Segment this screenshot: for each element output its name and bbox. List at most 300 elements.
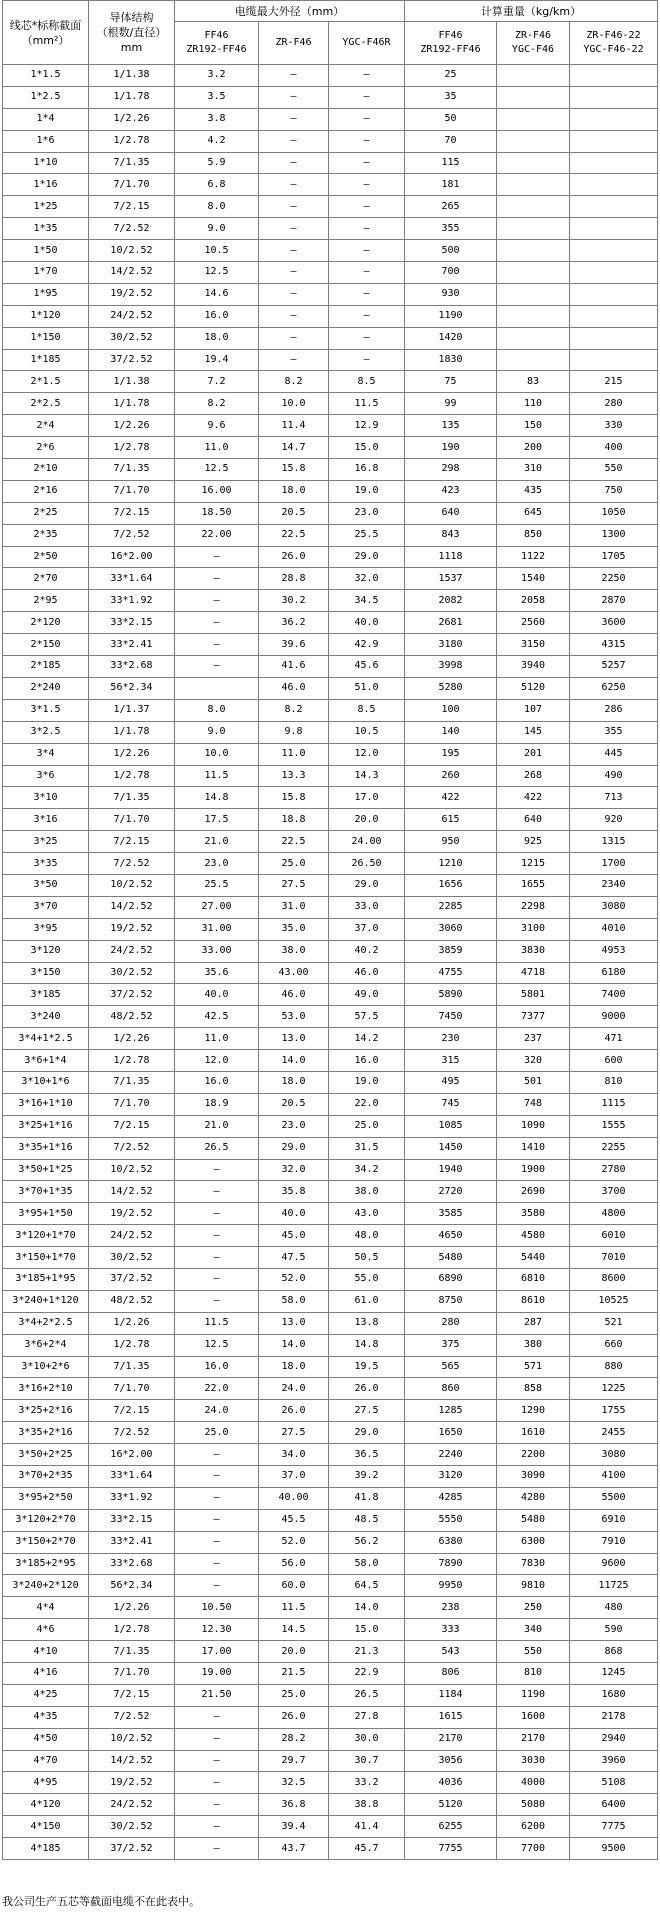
table-cell: 2*185 (3, 656, 89, 678)
table-cell: 1900 (497, 1159, 570, 1181)
table-cell: 400 (570, 437, 658, 459)
table-cell: 1830 (405, 349, 497, 371)
table-cell: 8.0 (175, 699, 259, 721)
table-cell: 43.00 (259, 962, 329, 984)
table-cell: 32.0 (329, 568, 405, 590)
table-cell: 33*2.68 (89, 1553, 175, 1575)
table-cell: 2*4 (3, 415, 89, 437)
table-cell: 2*2.5 (3, 393, 89, 415)
table-cell: 30.7 (329, 1750, 405, 1772)
table-cell: 298 (405, 459, 497, 481)
table-row (3, 130, 658, 152)
table-cell: 135 (405, 415, 497, 437)
table-cell: – (259, 86, 329, 108)
table-cell: 2*95 (3, 590, 89, 612)
header-spec-cell (3, 1, 89, 65)
table-cell: 6010 (570, 1225, 658, 1247)
table-cell: 58.0 (329, 1553, 405, 1575)
table-cell: 7010 (570, 1247, 658, 1269)
table-cell: 16.8 (329, 459, 405, 481)
table-cell: 1650 (405, 1422, 497, 1444)
table-cell: 1540 (497, 568, 570, 590)
table-cell: 20.5 (259, 1093, 329, 1115)
table-cell: 7/1.35 (89, 787, 175, 809)
table-cell: 7830 (497, 1553, 570, 1575)
table-cell: 24.00 (329, 831, 405, 853)
table-cell: 1190 (405, 305, 497, 327)
table-cell: 2178 (570, 1706, 658, 1728)
table-cell: 2200 (497, 1444, 570, 1466)
table-cell: 99 (405, 393, 497, 415)
table-cell: 3859 (405, 940, 497, 962)
table-cell: 55.0 (329, 1268, 405, 1290)
table-cell: 3960 (570, 1750, 658, 1772)
table-cell: 3*70 (3, 896, 89, 918)
table-cell (497, 218, 570, 240)
table-cell: 20.0 (329, 809, 405, 831)
table-row (3, 65, 658, 87)
table-cell: 19.00 (175, 1663, 259, 1685)
table-cell: 3*120+2*70 (3, 1509, 89, 1531)
table-cell: 1315 (570, 831, 658, 853)
table-cell: 7/2.52 (89, 1422, 175, 1444)
table-cell: 7/2.52 (89, 853, 175, 875)
table-cell: 24/2.52 (89, 1794, 175, 1816)
table-cell: 2870 (570, 590, 658, 612)
table-cell: 83 (497, 371, 570, 393)
table-cell: 40.2 (329, 940, 405, 962)
table-cell: 4800 (570, 1203, 658, 1225)
table-row (3, 1290, 658, 1312)
table-row (3, 1356, 658, 1378)
table-cell: 3.8 (175, 108, 259, 130)
table-cell: – (259, 218, 329, 240)
table-cell (497, 152, 570, 174)
table-cell: 925 (497, 831, 570, 853)
table-cell: 107 (497, 699, 570, 721)
table-cell: 600 (570, 1050, 658, 1072)
table-cell: 8750 (405, 1290, 497, 1312)
table-row (3, 174, 658, 196)
table-cell: 14.2 (329, 1028, 405, 1050)
table-cell: – (175, 1750, 259, 1772)
table-row (3, 1619, 658, 1641)
table-cell: – (175, 1706, 259, 1728)
header-w2-line1: ZR-F46 (514, 30, 552, 41)
table-cell: 8.2 (175, 393, 259, 415)
table-cell: 4*70 (3, 1750, 89, 1772)
table-cell: 2058 (497, 590, 570, 612)
table-cell: 4315 (570, 634, 658, 656)
table-cell: 15.0 (329, 1619, 405, 1641)
table-cell: 5257 (570, 656, 658, 678)
table-cell: 3580 (497, 1203, 570, 1225)
table-cell: 36.5 (329, 1444, 405, 1466)
table-cell: 660 (570, 1334, 658, 1356)
header-conductor-label: 导体结构 (109, 11, 154, 24)
table-cell: 18.0 (259, 1071, 329, 1093)
header-w1-cell (405, 22, 497, 65)
table-row (3, 1553, 658, 1575)
table-cell: 1290 (497, 1400, 570, 1422)
header-d1-line2: ZR192-FF46 (186, 44, 247, 55)
table-cell: 1700 (570, 853, 658, 875)
table-cell: 2*70 (3, 568, 89, 590)
table-cell: 58.0 (259, 1290, 329, 1312)
table-cell: 2560 (497, 612, 570, 634)
table-cell: 2*120 (3, 612, 89, 634)
table-cell: 19.0 (329, 1071, 405, 1093)
table-cell: 24.0 (259, 1378, 329, 1400)
table-cell: 700 (405, 262, 497, 284)
table-cell: 930 (405, 283, 497, 305)
table-cell: 48.0 (329, 1225, 405, 1247)
table-row (3, 874, 658, 896)
table-cell: 18.0 (175, 327, 259, 349)
table-cell: 435 (497, 480, 570, 502)
table-cell: 27.8 (329, 1706, 405, 1728)
table-cell: 7890 (405, 1553, 497, 1575)
table-cell (497, 262, 570, 284)
table-cell: 571 (497, 1356, 570, 1378)
table-cell: 57.5 (329, 1006, 405, 1028)
table-cell: 14/2.52 (89, 262, 175, 284)
table-cell: 1*6 (3, 130, 89, 152)
table-cell: 7/2.52 (89, 524, 175, 546)
table-cell: 22.0 (329, 1093, 405, 1115)
table-cell: 27.5 (259, 874, 329, 896)
table-cell: 6200 (497, 1816, 570, 1838)
table-cell: 26.0 (259, 1400, 329, 1422)
table-cell: 31.5 (329, 1137, 405, 1159)
table-cell: 37/2.52 (89, 349, 175, 371)
table-cell: 550 (570, 459, 658, 481)
table-cell: 10/2.52 (89, 1728, 175, 1750)
table-cell: 9600 (570, 1553, 658, 1575)
table-cell: 7700 (497, 1838, 570, 1860)
header-w3-line1: ZR-F46-22 (586, 30, 641, 41)
table-cell: 19/2.52 (89, 1772, 175, 1794)
spec-table-container (2, 0, 657, 1860)
table-cell: 56*2.34 (89, 677, 175, 699)
table-cell: 10.50 (175, 1597, 259, 1619)
table-cell: 34.5 (329, 590, 405, 612)
table-cell: 355 (570, 721, 658, 743)
table-cell: 340 (497, 1619, 570, 1641)
table-cell: 5120 (405, 1794, 497, 1816)
table-row (3, 152, 658, 174)
table-cell: 3*50+2*25 (3, 1444, 89, 1466)
header-w2-line2: YGC-F46 (511, 44, 555, 55)
table-cell: 1215 (497, 853, 570, 875)
table-cell: 60.0 (259, 1575, 329, 1597)
table-row (3, 262, 658, 284)
table-cell: 8.5 (329, 371, 405, 393)
table-cell: 6380 (405, 1531, 497, 1553)
table-row (3, 393, 658, 415)
table-cell: 19/2.52 (89, 1203, 175, 1225)
table-cell: 13.0 (259, 1028, 329, 1050)
table-cell: 27.00 (175, 896, 259, 918)
table-cell: 34.2 (329, 1159, 405, 1181)
table-row (3, 86, 658, 108)
table-cell: 33.0 (329, 896, 405, 918)
table-cell: 1600 (497, 1706, 570, 1728)
table-cell: 12.5 (175, 1334, 259, 1356)
table-cell: 11.0 (175, 437, 259, 459)
table-cell (570, 174, 658, 196)
table-cell: 7755 (405, 1838, 497, 1860)
table-cell: – (175, 1466, 259, 1488)
table-cell: 14/2.52 (89, 1181, 175, 1203)
table-cell: 843 (405, 524, 497, 546)
table-cell: 35.6 (175, 962, 259, 984)
table-cell: 310 (497, 459, 570, 481)
table-cell: 422 (405, 787, 497, 809)
table-cell: 3*150 (3, 962, 89, 984)
table-row (3, 634, 658, 656)
table-cell: 9.0 (175, 218, 259, 240)
table-row (3, 1247, 658, 1269)
table-cell: 4.2 (175, 130, 259, 152)
table-cell: 19.5 (329, 1356, 405, 1378)
table-cell: – (175, 612, 259, 634)
table-cell: 3*25+2*16 (3, 1400, 89, 1422)
table-cell: 45.0 (259, 1225, 329, 1247)
table-cell: – (259, 240, 329, 262)
table-cell: – (175, 634, 259, 656)
table-cell: 45.5 (259, 1509, 329, 1531)
table-cell: 7.2 (175, 371, 259, 393)
table-cell: – (175, 1290, 259, 1312)
table-cell: 30/2.52 (89, 962, 175, 984)
table-cell: 14.6 (175, 283, 259, 305)
table-cell: – (259, 262, 329, 284)
table-cell: 43.0 (329, 1203, 405, 1225)
table-cell: 320 (497, 1050, 570, 1072)
table-cell: 4*4 (3, 1597, 89, 1619)
table-cell: 3*35+1*16 (3, 1137, 89, 1159)
table-row (3, 1225, 658, 1247)
table-row (3, 656, 658, 678)
table-cell: 46.0 (259, 984, 329, 1006)
table-cell (497, 130, 570, 152)
table-cell: 27.5 (259, 1422, 329, 1444)
table-cell: 7/1.70 (89, 174, 175, 196)
table-cell: 2*240 (3, 677, 89, 699)
table-cell: 265 (405, 196, 497, 218)
table-cell: 5500 (570, 1487, 658, 1509)
table-cell: 30.2 (259, 590, 329, 612)
table-cell: 1680 (570, 1684, 658, 1706)
table-row (3, 1093, 658, 1115)
table-cell: 19/2.52 (89, 283, 175, 305)
table-cell: 7/1.70 (89, 480, 175, 502)
table-cell: 1656 (405, 874, 497, 896)
header-w1-line1: FF46 (438, 30, 463, 41)
table-row (3, 1641, 658, 1663)
table-cell: 29.0 (329, 1422, 405, 1444)
table-cell: 3*240+1*120 (3, 1290, 89, 1312)
table-row (3, 305, 658, 327)
table-cell: 4*120 (3, 1794, 89, 1816)
table-cell: 30.0 (329, 1728, 405, 1750)
table-cell: 23.0 (259, 1115, 329, 1137)
table-cell: 70 (405, 130, 497, 152)
table-cell: 33*2.41 (89, 634, 175, 656)
table-cell: 3*10 (3, 787, 89, 809)
table-cell: 37/2.52 (89, 1268, 175, 1290)
table-cell: 748 (497, 1093, 570, 1115)
table-cell (570, 218, 658, 240)
table-cell: 25.0 (259, 1684, 329, 1706)
table-cell: – (175, 1203, 259, 1225)
table-cell: 2690 (497, 1181, 570, 1203)
table-cell: 1*4 (3, 108, 89, 130)
table-cell: 3*4+2*2.5 (3, 1312, 89, 1334)
table-cell: 16*2.00 (89, 546, 175, 568)
table-cell: – (175, 1159, 259, 1181)
table-cell: 12.30 (175, 1619, 259, 1641)
table-cell: 3*10+1*6 (3, 1071, 89, 1093)
table-cell: 29.0 (329, 546, 405, 568)
table-cell: 14.0 (329, 1597, 405, 1619)
table-cell: 25.0 (329, 1115, 405, 1137)
table-cell: 3*2.5 (3, 721, 89, 743)
table-cell: 3*6+2*4 (3, 1334, 89, 1356)
table-row (3, 1006, 658, 1028)
table-row (3, 699, 658, 721)
table-cell: 15.0 (329, 437, 405, 459)
table-cell: 26.50 (329, 853, 405, 875)
table-cell: 7/2.52 (89, 1706, 175, 1728)
table-cell: – (329, 305, 405, 327)
table-cell: 7/1.70 (89, 1663, 175, 1685)
table-cell: 10.5 (175, 240, 259, 262)
table-row (3, 327, 658, 349)
table-cell: 7/2.15 (89, 502, 175, 524)
table-row (3, 1444, 658, 1466)
table-row (3, 1028, 658, 1050)
table-row (3, 612, 658, 634)
table-row (3, 349, 658, 371)
table-cell: 1*50 (3, 240, 89, 262)
table-cell: – (259, 327, 329, 349)
table-cell: 543 (405, 1641, 497, 1663)
table-cell: 10.0 (259, 393, 329, 415)
table-cell: 3060 (405, 918, 497, 940)
table-cell: – (259, 305, 329, 327)
table-cell: 315 (405, 1050, 497, 1072)
table-cell: 471 (570, 1028, 658, 1050)
table-row (3, 896, 658, 918)
table-cell: 12.9 (329, 415, 405, 437)
table-cell: 7/1.70 (89, 1093, 175, 1115)
table-cell: 50 (405, 108, 497, 130)
table-cell: 850 (497, 524, 570, 546)
table-cell: 3700 (570, 1181, 658, 1203)
table-cell: 7/1.35 (89, 459, 175, 481)
table-cell: 8.0 (175, 196, 259, 218)
table-cell: 33.2 (329, 1772, 405, 1794)
table-cell: 1705 (570, 546, 658, 568)
table-cell (497, 240, 570, 262)
table-cell: 1190 (497, 1684, 570, 1706)
table-cell: 16.0 (175, 305, 259, 327)
table-cell: 3*185+2*95 (3, 1553, 89, 1575)
table-cell: 6810 (497, 1268, 570, 1290)
table-row (3, 1071, 658, 1093)
table-cell: 22.5 (259, 524, 329, 546)
table-cell: – (329, 196, 405, 218)
table-row (3, 1159, 658, 1181)
table-cell: 1/1.78 (89, 721, 175, 743)
table-cell (570, 196, 658, 218)
table-cell: 42.5 (175, 1006, 259, 1028)
table-cell: 46.0 (259, 677, 329, 699)
table-cell: 8.2 (259, 371, 329, 393)
table-cell: – (329, 130, 405, 152)
table-cell: 16*2.00 (89, 1444, 175, 1466)
table-cell: 29.7 (259, 1750, 329, 1772)
table-cell: 3.2 (175, 65, 259, 87)
table-cell: 3*240+2*120 (3, 1575, 89, 1597)
header-d3-cell: YGC-F46R (329, 22, 405, 65)
table-cell: 51.0 (329, 677, 405, 699)
table-row (3, 196, 658, 218)
table-cell: 6250 (570, 677, 658, 699)
table-cell: 11.5 (259, 1597, 329, 1619)
table-cell: 645 (497, 502, 570, 524)
table-row (3, 1794, 658, 1816)
table-cell: 7/2.15 (89, 1115, 175, 1137)
table-cell: 500 (405, 240, 497, 262)
table-cell: 14.5 (259, 1619, 329, 1641)
table-cell: 8610 (497, 1290, 570, 1312)
table-row (3, 1487, 658, 1509)
table-cell: 480 (570, 1597, 658, 1619)
table-cell (497, 65, 570, 87)
table-cell: 13.3 (259, 765, 329, 787)
table-cell: 4*6 (3, 1619, 89, 1641)
table-cell: 21.0 (175, 831, 259, 853)
table-cell: 24/2.52 (89, 1225, 175, 1247)
table-cell: 4*25 (3, 1684, 89, 1706)
table-cell: 45.7 (329, 1838, 405, 1860)
table-cell: 16.0 (175, 1071, 259, 1093)
table-cell: 3150 (497, 634, 570, 656)
table-cell: 238 (405, 1597, 497, 1619)
table-cell: 2*35 (3, 524, 89, 546)
table-cell: 1*35 (3, 218, 89, 240)
table-row (3, 1050, 658, 1072)
table-cell: 37/2.52 (89, 1838, 175, 1860)
table-cell: 5890 (405, 984, 497, 1006)
table-cell: 47.5 (259, 1247, 329, 1269)
table-cell: 1615 (405, 1706, 497, 1728)
table-cell: 39.6 (259, 634, 329, 656)
table-cell: 2170 (405, 1728, 497, 1750)
table-cell: 1/2.78 (89, 1050, 175, 1072)
table-cell: 3100 (497, 918, 570, 940)
table-cell: 2250 (570, 568, 658, 590)
table-cell: 14.3 (329, 765, 405, 787)
table-cell: – (259, 349, 329, 371)
table-cell: 29.0 (329, 874, 405, 896)
table-cell: 1940 (405, 1159, 497, 1181)
table-cell: 1*95 (3, 283, 89, 305)
table-cell: 16.00 (175, 480, 259, 502)
